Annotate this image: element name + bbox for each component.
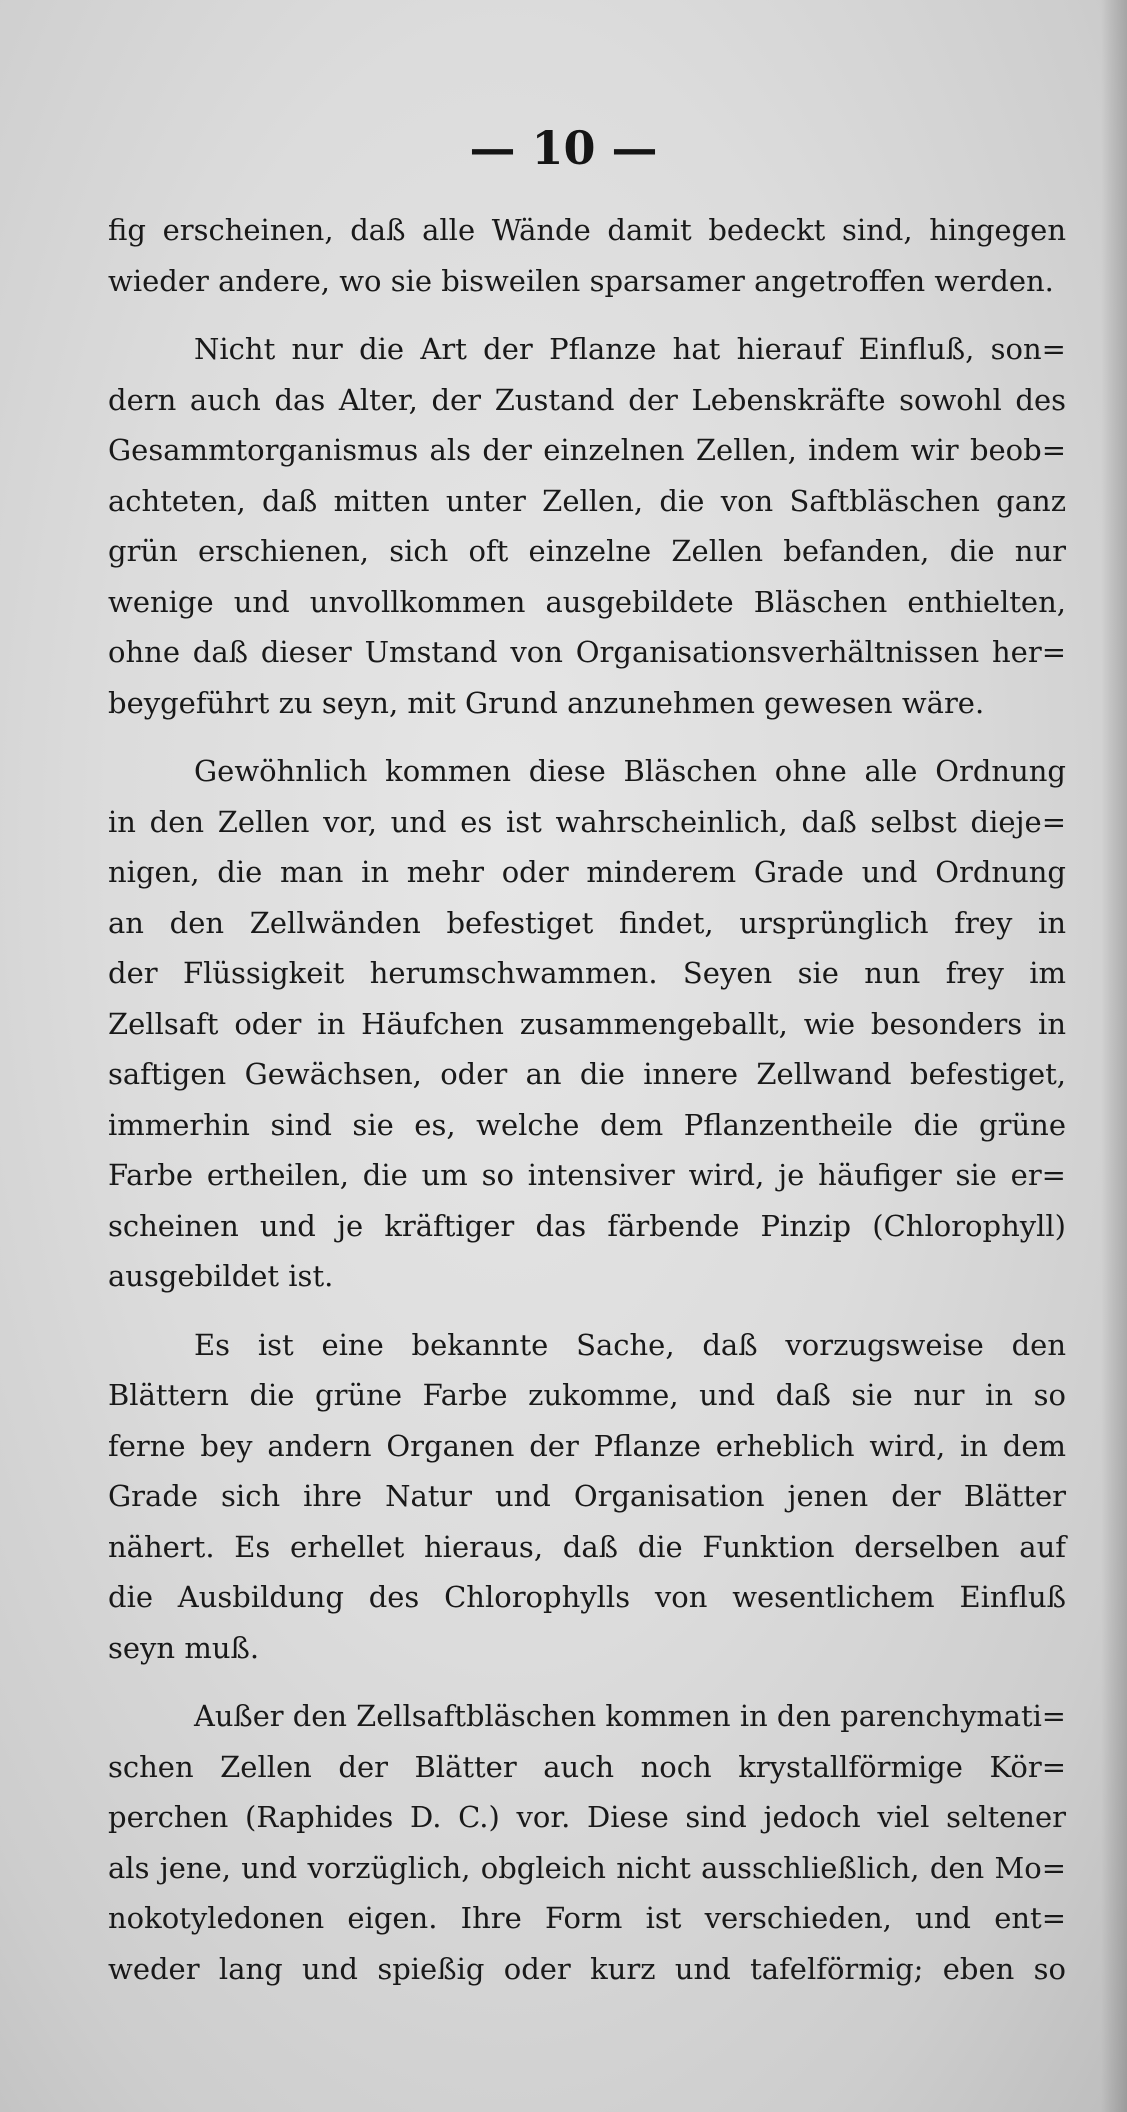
text-line: perchen (Raphides D. C.) vor. Diese sind jedoch viel seltener [108,1800,1066,1834]
text-line: saftigen Gewächsen, oder an die innere Zellwand befestiget, [108,1057,1066,1091]
text-line: ausgebildet ist. [108,1259,334,1293]
text-line: an den Zellwänden befestiget findet, ursprünglich frey in [108,905,1066,940]
text-line: Es ist eine bekannte Sache, daß vorzugsweise den [194,1327,1066,1362]
text-line: der Flüssigkeit herumschwammen. Seyen sie nun frey im [108,956,1066,990]
text-line: in den Zellen vor, und es ist wahrscheinlich, daß selbst dieje= [108,804,1066,839]
text-line: Gewöhnlich kommen diese Bläschen ohne alle Ordnung [194,754,1066,788]
paragraph-1 [108,205,1066,306]
text-line: Blättern die grüne Farbe zukomme, und daß sie nur in so [108,1378,1066,1412]
text-line: Farbe ertheilen, die um so intensiver wird, je häufiger sie er= [108,1158,1066,1192]
text-line: grün erschienen, sich oft einzelne Zellen befanden, die nur [108,534,1066,568]
text-line: ferne bey andern Organen der Pflanze erheblich wird, in dem [108,1428,1066,1463]
page-number: — 10 — [469,121,658,175]
text-line: wieder andere, wo sie bisweilen sparsamer angetroffen werden. [108,263,1054,298]
text-line: weder lang und spießig oder kurz und tafelförmig; eben so [108,1951,1066,1986]
text-line: fig erscheinen, daß alle Wände damit bedeckt sind, hingegen [108,213,1066,247]
text-line: als jene, und vorzüglich, obgleich nicht ausschließlich, den Mo= [108,1850,1066,1885]
text-line: beygeführt zu seyn, mit Grund anzunehmen gewesen wäre. [108,685,985,720]
text-line: Grade sich ihre Natur und Organisation jenen der Blätter [108,1479,1066,1513]
paragraph-3 [108,746,1066,1302]
text-line: wenige und unvollkommen ausgebildete Bläschen enthielten, [108,584,1066,619]
text-line: nigen, die man in mehr oder minderem Grade und Ordnung [108,855,1066,889]
text-line: dern auch das Alter, der Zustand der Lebenskräfte sowohl des [108,382,1066,417]
text-line: seyn muß. [108,1630,260,1665]
paragraph-5 [108,1691,1066,1994]
text-line: Gesammtorganismus als der einzelnen Zellen, indem wir beob= [108,433,1066,467]
text-line: Außer den Zellsaftbläschen kommen in den parenchymati= [194,1699,1066,1733]
text-line: Nicht nur die Art der Pflanze hat hierauf Einfluß, son= [194,332,1066,366]
text-line: Zellsaft oder in Häufchen zusammengeballt, wie besonders in [108,1006,1066,1041]
text-line: scheinen und je kräftiger das färbende Pinzip (Chlorophyll) [108,1208,1066,1243]
text-line: achteten, daß mitten unter Zellen, die von Saftbläschen ganz [108,483,1066,518]
paragraph-4 [108,1320,1066,1674]
text-line: ohne daß dieser Umstand von Organisationsverhältnissen her= [108,635,1066,669]
page-edge-shadow [1101,0,1127,2112]
body-text [108,205,1066,2012]
text-line: schen Zellen der Blätter auch noch krystallförmige Kör= [108,1749,1066,1784]
text-line: immerhin sind sie es, welche dem Pflanzentheile die grüne [108,1107,1066,1142]
paragraph-2 [108,324,1066,728]
text-line: nähert. Es erhellet hieraus, daß die Funktion derselben auf [108,1529,1066,1564]
text-line: die Ausbildung des Chlorophylls von wesentlichem Einfluß [108,1580,1066,1614]
text-line: nokotyledonen eigen. Ihre Form ist verschieden, und ent= [108,1901,1066,1935]
